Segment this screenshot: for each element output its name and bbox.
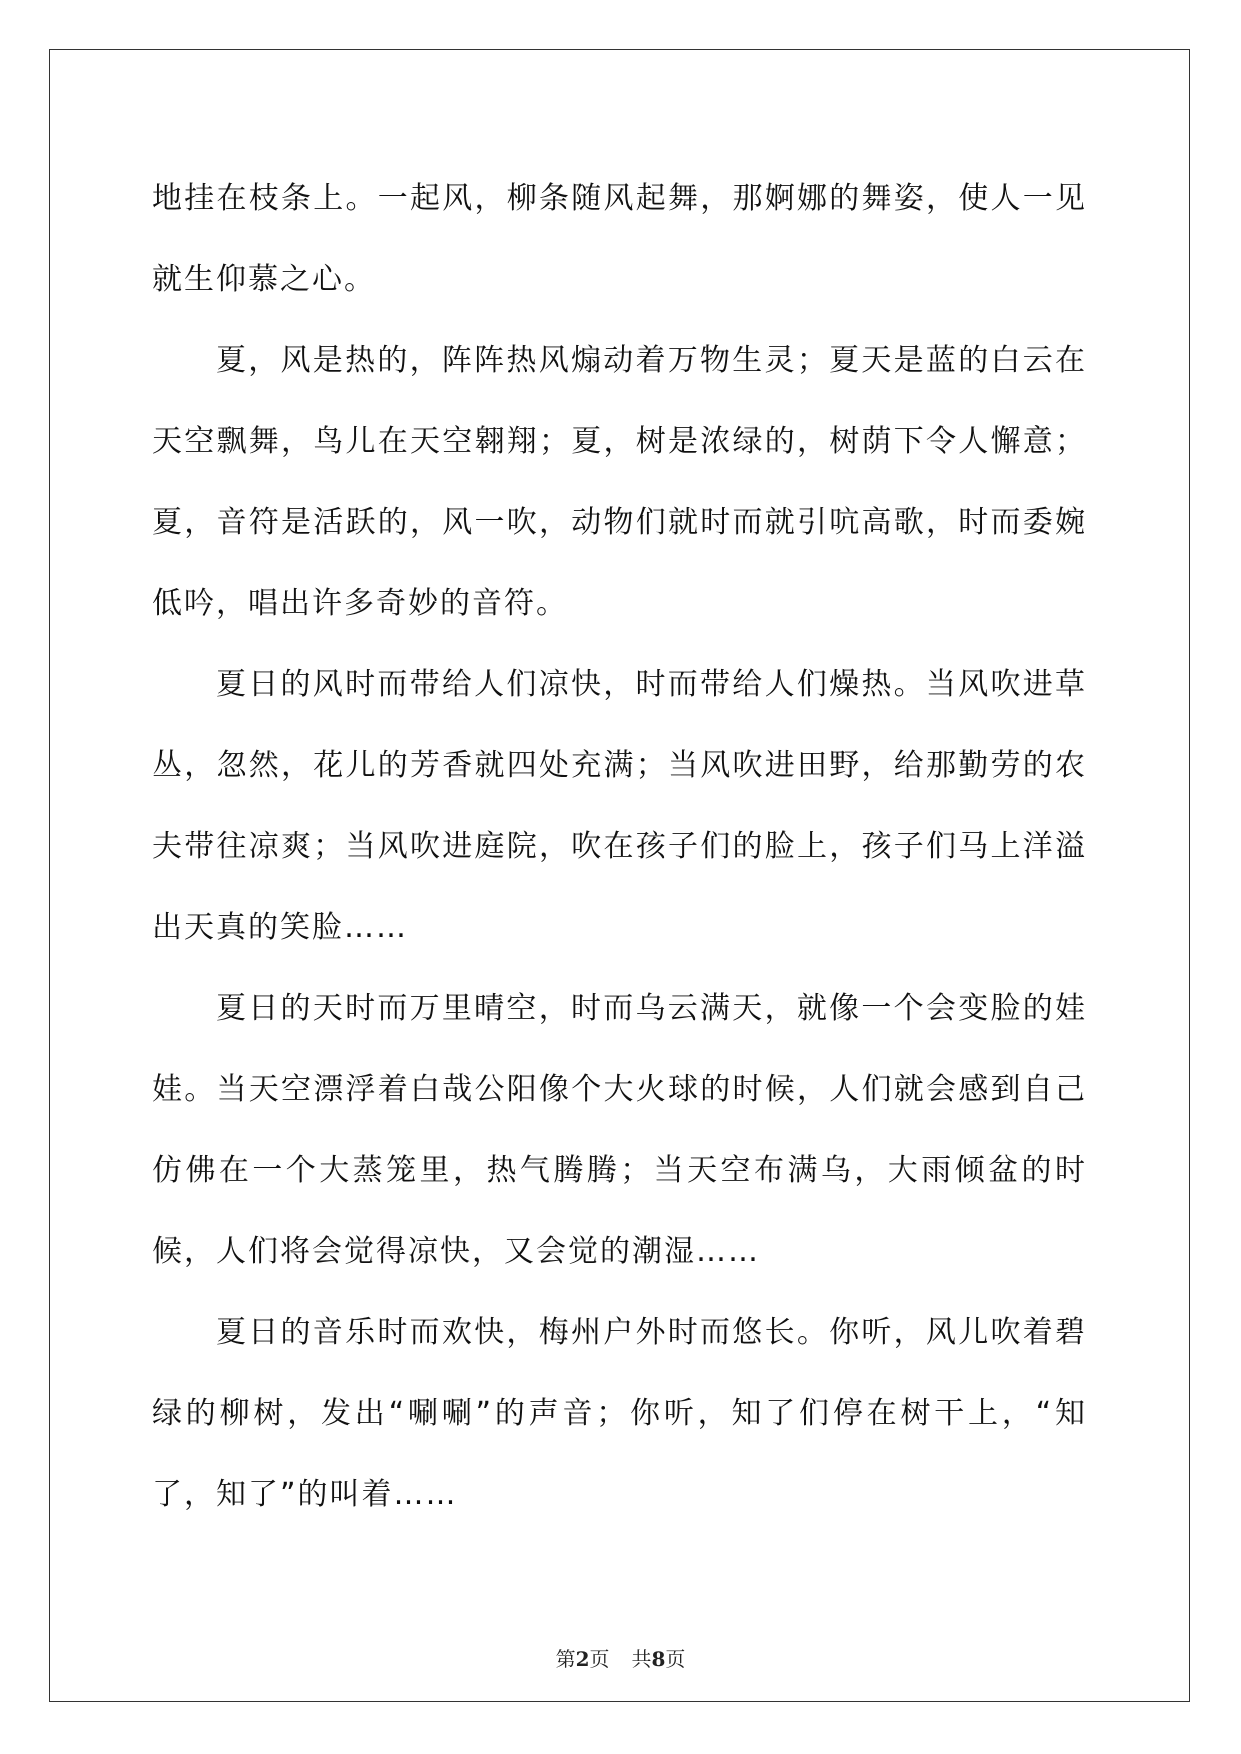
page-suffix: 页 <box>589 1647 610 1671</box>
document-body <box>152 158 1087 1535</box>
page-prefix: 第 <box>555 1647 576 1671</box>
paragraph-3: 夏日的风时而带给人们凉快，时而带给人们燥热。当风吹进草丛，忽然，花儿的芳香就四处充满；当风吹进田野，给那勤劳的农夫带往凉爽；当风吹进庭院，吹在孩子们的脸上，孩子们马上洋溢出天真的笑脸…… <box>152 667 1087 945</box>
paragraph-1: 地挂在枝条上。一起风，柳条随风起舞，那婀娜的舞姿，使人一见就生仰慕之心。 <box>152 181 1087 297</box>
page-number <box>556 1647 610 1671</box>
page-total <box>632 1647 686 1671</box>
page-current: 2 <box>575 1647 590 1671</box>
page-footer <box>0 1643 1241 1672</box>
total-count: 8 <box>651 1647 666 1671</box>
paragraph-2: 夏，风是热的，阵阵热风煽动着万物生灵；夏天是蓝的白云在天空飘舞，鸟儿在天空翱翔；夏，树是浓绿的，树荫下令人懈意；夏，音符是活跃的，风一吹，动物们就时而就引吭高歌，时而委婉低吟，唱出许多奇妙的音符。 <box>152 343 1087 621</box>
total-suffix: 页 <box>665 1647 686 1671</box>
total-prefix: 共 <box>631 1647 652 1671</box>
paragraph-5: 夏日的音乐时而欢快，梅州户外时而悠长。你听，风儿吹着碧绿的柳树，发出“唰唰”的声音；你听，知了们停在树干上，“知了，知了”的叫着…… <box>152 1315 1087 1512</box>
paragraph-4: 夏日的天时而万里晴空，时而乌云满天，就像一个会变脸的娃娃。当天空漂浮着白哉公阳像个大火球的时候，人们就会感到自己仿佛在一个大蒸笼里，热气腾腾；当天空布满乌，大雨倾盆的时候，人们将会觉得凉快，又会觉的潮湿…… <box>152 991 1087 1269</box>
